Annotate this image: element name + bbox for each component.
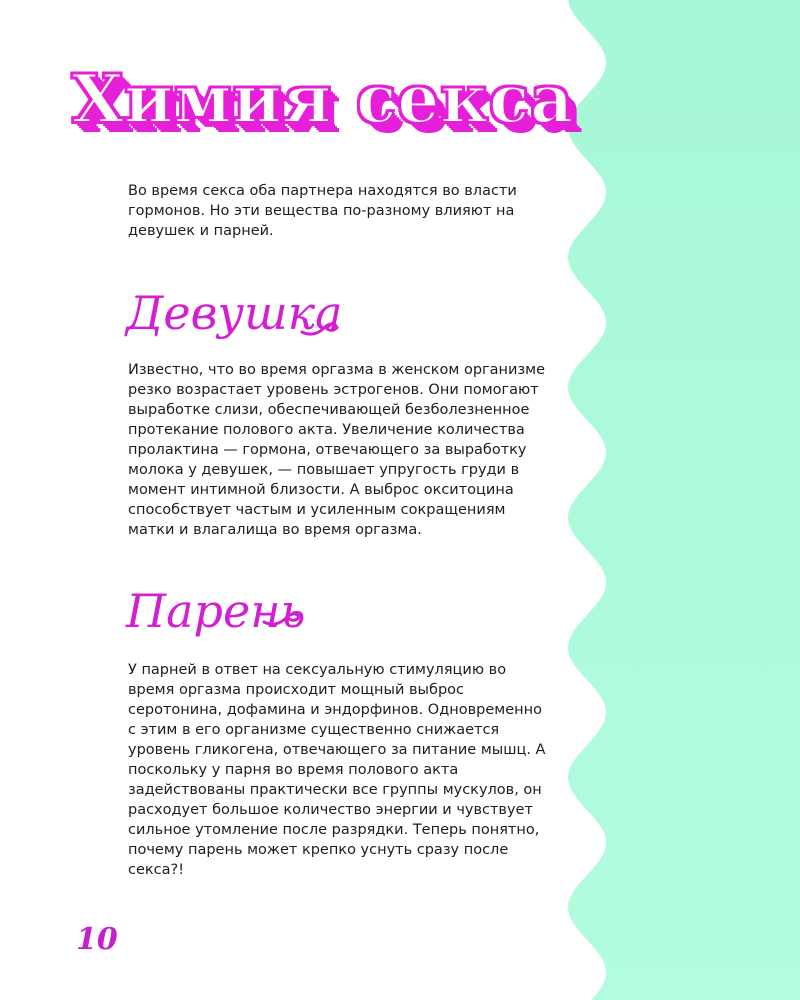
page-title: Химия секса: [72, 60, 574, 138]
section-heading-boy: Парень: [126, 584, 306, 638]
title-block: [72, 60, 574, 138]
heading-flourish: [262, 606, 302, 630]
page-number: 10: [76, 922, 118, 957]
intro-paragraph: Во время секса оба партнера находятся во власти гормонов. Но эти вещества по-разному влияют на девушек и парней.: [128, 183, 517, 239]
section-heading-girl: Девушка: [126, 286, 343, 340]
girl-paragraph: Известно, что во время оргазма в женском организме резко возрастает уровень эстрогенов. Они помогают выработке слизи, обеспечивающей безболезненное протекание полового акта. Увеличение количества пролактина — гормона, отвечающего за выработку молока у девушек, — повышает упругость груди в момент интимной близости. А выброс окситоцина способствует частым и усиленным сокращениям матки и влагалища во время оргазма.: [128, 362, 546, 538]
wavy-mint-border: [560, 0, 800, 1000]
boy-paragraph: У парней в ответ на сексуальную стимуляцию во время оргазма происходит мощный выброс серотонина, дофамина и эндорфинов. Одновременно с этим в его организме существенно снижается уровень гликогена, отвечающего за питание мышц. А поскольку у парня во время полового акта задействованы практически все группы мускулов, он расходует большое количество энергии и чувствует сильное утомление после разрядки. Теперь понятно, почему парень может крепко уснуть сразу после секса?!: [128, 662, 546, 878]
heading-flourish: [300, 318, 340, 338]
